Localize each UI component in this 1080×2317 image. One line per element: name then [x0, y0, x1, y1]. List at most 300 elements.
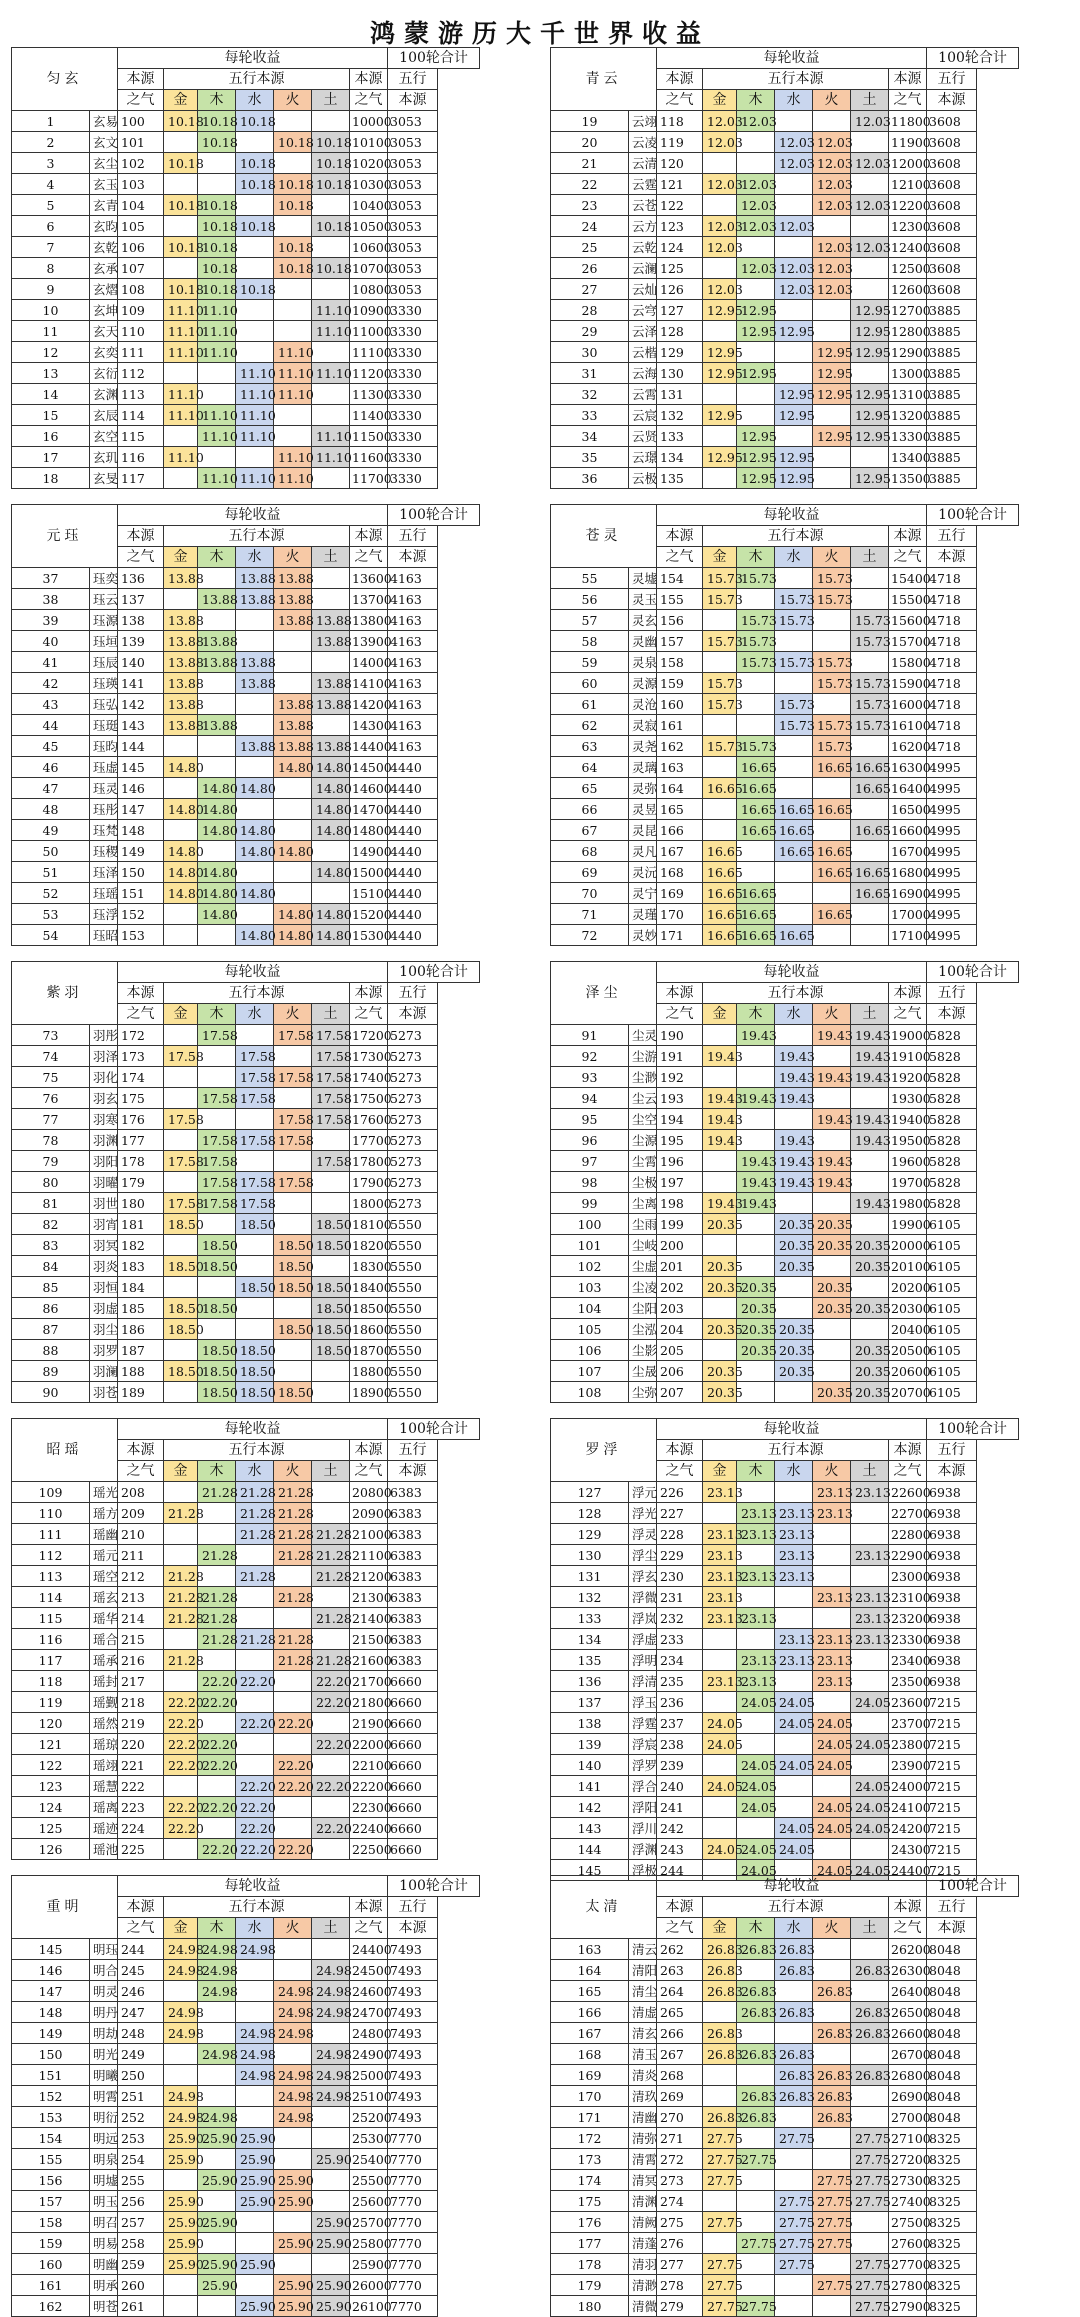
- element-value: [775, 2170, 813, 2191]
- row-total-wx: 7493: [388, 1981, 438, 2002]
- row-total-wx: 3885: [927, 405, 977, 426]
- table-row: [12, 258, 480, 279]
- element-value: 14.80: [198, 778, 236, 799]
- header-qi-2: 之气: [657, 1461, 703, 1482]
- element-value: [813, 883, 851, 904]
- row-total-wx: 7493: [388, 1939, 438, 1960]
- row-base-qi: 178: [118, 1151, 164, 1172]
- table-row: [12, 568, 480, 589]
- row-index: 68: [551, 841, 629, 862]
- row-total-qi: 18100: [350, 1214, 388, 1235]
- element-value: [703, 2002, 737, 2023]
- table-row: [551, 841, 1019, 862]
- row-total-wx: 7215: [927, 1776, 977, 1797]
- header-element: 金: [703, 1918, 737, 1939]
- header-total-qi: 本源: [889, 526, 927, 547]
- row-total-qi: 11900: [889, 132, 927, 153]
- row-base-qi: 169: [657, 883, 703, 904]
- element-value: 16.65: [775, 820, 813, 841]
- element-value: [164, 736, 198, 757]
- element-value: [851, 447, 889, 468]
- row-total-wx: 8048: [927, 2002, 977, 2023]
- element-value: [312, 1713, 350, 1734]
- row-total-qi: 27000: [889, 2107, 927, 2128]
- element-value: [703, 1797, 737, 1818]
- element-value: 12.95: [703, 300, 737, 321]
- row-base-qi: 222: [118, 1776, 164, 1797]
- element-value: [274, 1298, 312, 1319]
- element-value: [775, 2296, 813, 2317]
- element-value: 24.98: [198, 1981, 236, 2002]
- element-value: 18.50: [236, 1382, 274, 1403]
- row-index: 60: [551, 673, 629, 694]
- element-value: [703, 2065, 737, 2086]
- row-total-qi: 16200: [889, 736, 927, 757]
- element-value: 22.20: [198, 1671, 236, 1692]
- element-value: 27.75: [851, 2254, 889, 2275]
- row-total-wx: 6660: [388, 1671, 438, 1692]
- element-value: 12.03: [737, 216, 775, 237]
- header-element: 金: [164, 1461, 198, 1482]
- row-total-wx: 6383: [388, 1482, 438, 1503]
- element-value: 20.35: [775, 1319, 813, 1340]
- element-value: 27.75: [851, 2275, 889, 2296]
- element-value: 27.75: [813, 2233, 851, 2254]
- header-element: 木: [198, 547, 236, 568]
- row-total-wx: 7215: [927, 1713, 977, 1734]
- element-value: [312, 2191, 350, 2212]
- row-base-qi: 193: [657, 1088, 703, 1109]
- element-value: [312, 1382, 350, 1403]
- element-value: 23.13: [703, 1566, 737, 1587]
- element-value: 23.13: [737, 1566, 775, 1587]
- table-row: [12, 1776, 480, 1797]
- element-value: 27.75: [737, 2233, 775, 2254]
- element-value: 13.88: [274, 715, 312, 736]
- element-value: 15.73: [703, 694, 737, 715]
- row-total-qi: 11600: [350, 447, 388, 468]
- element-value: 12.95: [703, 363, 737, 384]
- row-total-wx: 3885: [927, 468, 977, 489]
- element-value: 19.43: [775, 1130, 813, 1151]
- row-total-wx: 7770: [388, 2128, 438, 2149]
- row-base-qi: 248: [118, 2023, 164, 2044]
- table-row: [12, 1818, 480, 1839]
- header-element: 木: [737, 1004, 775, 1025]
- row-base-qi: 260: [118, 2275, 164, 2296]
- element-value: 19.43: [737, 1172, 775, 1193]
- row-index: 174: [551, 2170, 629, 2191]
- row-name: 清微: [629, 2296, 657, 2317]
- element-value: [164, 1776, 198, 1797]
- element-value: 16.65: [775, 841, 813, 862]
- header-total-wx: 五行: [927, 526, 977, 547]
- income-table: [550, 961, 1019, 1403]
- element-value: 25.90: [164, 2212, 198, 2233]
- row-index: 11: [12, 321, 90, 342]
- table-row: [551, 405, 1019, 426]
- element-value: [164, 904, 198, 925]
- row-total-wx: 8048: [927, 2107, 977, 2128]
- element-value: [312, 883, 350, 904]
- row-total-qi: 18400: [350, 1277, 388, 1298]
- row-total-wx: 8048: [927, 2023, 977, 2044]
- element-value: 27.75: [851, 2149, 889, 2170]
- element-value: 26.83: [775, 2086, 813, 2107]
- row-index: 178: [551, 2254, 629, 2275]
- element-value: 25.90: [236, 2254, 274, 2275]
- row-total-wx: 7493: [388, 2086, 438, 2107]
- row-base-qi: 113: [118, 384, 164, 405]
- element-value: 20.35: [703, 1214, 737, 1235]
- element-value: 12.03: [737, 174, 775, 195]
- header-total: 100轮合计: [927, 1419, 1019, 1440]
- row-index: 136: [551, 1671, 629, 1692]
- header-element: 土: [851, 90, 889, 111]
- row-name: 玄旻: [90, 468, 118, 489]
- header-five: 五行本源: [164, 69, 350, 90]
- row-total-wx: 6105: [927, 1361, 977, 1382]
- element-value: 23.13: [851, 1587, 889, 1608]
- header-element: 火: [274, 1461, 312, 1482]
- row-name: 玄昀: [90, 216, 118, 237]
- row-total-qi: 22200: [350, 1776, 388, 1797]
- element-value: 25.90: [274, 2170, 312, 2191]
- row-total-wx: 6938: [927, 1545, 977, 1566]
- row-name: 尘极: [629, 1172, 657, 1193]
- row-total-qi: 10500: [350, 216, 388, 237]
- element-value: [312, 1503, 350, 1524]
- table-row: [12, 300, 480, 321]
- row-base-qi: 200: [657, 1235, 703, 1256]
- row-total-wx: 8325: [927, 2275, 977, 2296]
- row-total-qi: 13200: [889, 405, 927, 426]
- element-value: 27.75: [813, 2191, 851, 2212]
- row-index: 127: [551, 1482, 629, 1503]
- row-total-wx: 6383: [388, 1503, 438, 1524]
- row-base-qi: 179: [118, 1172, 164, 1193]
- element-value: 24.98: [198, 1939, 236, 1960]
- row-index: 164: [551, 1960, 629, 1981]
- row-total-wx: 8325: [927, 2128, 977, 2149]
- row-total-qi: 11800: [889, 111, 927, 132]
- element-value: 11.10: [164, 342, 198, 363]
- row-total-qi: 22300: [350, 1797, 388, 1818]
- row-index: 146: [12, 1960, 90, 1981]
- element-value: 24.98: [198, 2044, 236, 2065]
- header-element: 木: [737, 547, 775, 568]
- element-value: 18.50: [236, 1277, 274, 1298]
- row-index: 82: [12, 1214, 90, 1235]
- element-value: [274, 2254, 312, 2275]
- element-value: [813, 1524, 851, 1545]
- row-index: 111: [12, 1524, 90, 1545]
- element-value: 25.90: [312, 2296, 350, 2317]
- row-base-qi: 174: [118, 1067, 164, 1088]
- row-index: 8: [12, 258, 90, 279]
- row-name: 清幽: [629, 2107, 657, 2128]
- table-row: [12, 1797, 480, 1818]
- header-total-qi-2: 之气: [350, 90, 388, 111]
- row-total-qi: 13800: [350, 610, 388, 631]
- row-total-wx: 3053: [388, 174, 438, 195]
- table-row: [12, 2002, 480, 2023]
- element-value: 10.18: [198, 279, 236, 300]
- row-name: 尘空: [629, 1109, 657, 1130]
- row-name: 瑶翊: [90, 1755, 118, 1776]
- element-value: [813, 631, 851, 652]
- row-index: 99: [551, 1193, 629, 1214]
- row-total-qi: 22800: [889, 1524, 927, 1545]
- row-name: 玄空: [90, 426, 118, 447]
- row-total-wx: 5550: [388, 1256, 438, 1277]
- row-index: 104: [551, 1298, 629, 1319]
- table-row: [12, 1839, 480, 1860]
- element-value: [813, 1046, 851, 1067]
- element-value: [775, 2107, 813, 2128]
- element-value: 24.98: [164, 1960, 198, 1981]
- row-name: 羽曜: [90, 1172, 118, 1193]
- row-base-qi: 128: [657, 321, 703, 342]
- row-base-qi: 244: [657, 1860, 703, 1881]
- row-index: 98: [551, 1172, 629, 1193]
- element-value: 24.05: [851, 1734, 889, 1755]
- element-value: 18.50: [274, 1382, 312, 1403]
- header-qi-2: 之气: [657, 547, 703, 568]
- header-qi: 本源: [118, 1440, 164, 1461]
- row-index: 117: [12, 1650, 90, 1671]
- header-total-wx-2: 本源: [388, 547, 438, 568]
- table-row: [551, 1981, 1019, 2002]
- group-name: 紫羽: [12, 962, 118, 1025]
- row-total-qi: 21400: [350, 1608, 388, 1629]
- row-name: 云楷: [629, 342, 657, 363]
- element-value: 22.20: [312, 1671, 350, 1692]
- row-total-wx: 4163: [388, 694, 438, 715]
- element-value: 15.73: [775, 610, 813, 631]
- element-value: 15.73: [775, 715, 813, 736]
- element-value: 18.50: [312, 1340, 350, 1361]
- header-element: 水: [775, 1004, 813, 1025]
- row-base-qi: 137: [118, 589, 164, 610]
- row-total-qi: 19100: [889, 1046, 927, 1067]
- element-value: [312, 1130, 350, 1151]
- element-value: 16.65: [737, 925, 775, 946]
- element-value: [274, 111, 312, 132]
- element-value: 23.13: [737, 1650, 775, 1671]
- element-value: 20.35: [851, 1256, 889, 1277]
- element-value: 18.50: [274, 1235, 312, 1256]
- row-name: 清玉: [629, 2044, 657, 2065]
- element-value: 17.58: [164, 1193, 198, 1214]
- row-name: 清炎: [629, 2065, 657, 2086]
- header-element: 土: [312, 1918, 350, 1939]
- element-value: [775, 1025, 813, 1046]
- row-name: 玄熠: [90, 279, 118, 300]
- header-income: 每轮收益: [118, 962, 388, 983]
- row-name: 浮霆: [629, 1713, 657, 1734]
- row-name: 珏瑛: [90, 673, 118, 694]
- element-value: 11.10: [198, 300, 236, 321]
- element-value: 14.80: [312, 862, 350, 883]
- header-total-wx-2: 本源: [927, 90, 977, 111]
- row-base-qi: 177: [118, 1130, 164, 1151]
- row-total-qi: 21600: [350, 1650, 388, 1671]
- row-base-qi: 160: [657, 694, 703, 715]
- row-base-qi: 125: [657, 258, 703, 279]
- table-row: [12, 652, 480, 673]
- element-value: 14.80: [312, 757, 350, 778]
- table-row: [12, 1671, 480, 1692]
- row-base-qi: 259: [118, 2254, 164, 2275]
- element-value: 22.20: [236, 1671, 274, 1692]
- element-value: [312, 1482, 350, 1503]
- element-value: 14.80: [312, 904, 350, 925]
- row-total-qi: 15200: [350, 904, 388, 925]
- row-name: 明易: [90, 2233, 118, 2254]
- element-value: 21.28: [236, 1482, 274, 1503]
- row-name: 珏昭: [90, 925, 118, 946]
- header-element: 金: [164, 90, 198, 111]
- element-value: [703, 258, 737, 279]
- element-value: 24.05: [737, 1692, 775, 1713]
- row-index: 9: [12, 279, 90, 300]
- row-total-qi: 27500: [889, 2212, 927, 2233]
- element-value: [703, 1629, 737, 1650]
- element-value: [851, 589, 889, 610]
- row-index: 50: [12, 841, 90, 862]
- element-value: 11.10: [312, 321, 350, 342]
- row-total-wx: 3053: [388, 216, 438, 237]
- element-value: 12.95: [851, 426, 889, 447]
- row-total-wx: 6105: [927, 1235, 977, 1256]
- row-total-wx: 7770: [388, 2149, 438, 2170]
- row-index: 102: [551, 1256, 629, 1277]
- row-index: 106: [551, 1340, 629, 1361]
- table-row: [551, 1671, 1019, 1692]
- row-index: 130: [551, 1545, 629, 1566]
- row-base-qi: 149: [118, 841, 164, 862]
- row-name: 珏虚: [90, 757, 118, 778]
- row-name: 羽苍: [90, 1382, 118, 1403]
- element-value: [312, 1256, 350, 1277]
- element-value: [274, 799, 312, 820]
- row-base-qi: 258: [118, 2233, 164, 2254]
- table-row: [551, 1503, 1019, 1524]
- element-value: [851, 1319, 889, 1340]
- row-index: 85: [12, 1277, 90, 1298]
- element-value: 22.20: [312, 1818, 350, 1839]
- element-value: 27.75: [703, 2254, 737, 2275]
- header-element: 金: [703, 547, 737, 568]
- element-value: 23.13: [737, 1503, 775, 1524]
- row-total-qi: 13500: [889, 468, 927, 489]
- element-value: [703, 799, 737, 820]
- row-base-qi: 215: [118, 1629, 164, 1650]
- element-value: 19.43: [737, 1088, 775, 1109]
- row-name: 浮虚: [629, 1629, 657, 1650]
- element-value: [164, 1671, 198, 1692]
- row-total-qi: 22400: [350, 1818, 388, 1839]
- row-index: 44: [12, 715, 90, 736]
- element-value: 24.98: [164, 2086, 198, 2107]
- element-value: 20.35: [813, 1235, 851, 1256]
- element-value: 12.95: [775, 468, 813, 489]
- row-base-qi: 176: [118, 1109, 164, 1130]
- element-value: 19.43: [775, 1088, 813, 1109]
- header-element: 土: [851, 1004, 889, 1025]
- table-row: [12, 1608, 480, 1629]
- element-value: 21.28: [312, 1650, 350, 1671]
- element-value: 17.58: [312, 1151, 350, 1172]
- element-value: 25.90: [236, 2296, 274, 2317]
- row-total-qi: 11000: [350, 321, 388, 342]
- row-total-qi: 15800: [889, 652, 927, 673]
- row-name: 瑶慧: [90, 1776, 118, 1797]
- element-value: 19.43: [703, 1109, 737, 1130]
- element-value: [164, 2044, 198, 2065]
- header-qi-2: 之气: [118, 1004, 164, 1025]
- row-total-qi: 19600: [889, 1151, 927, 1172]
- row-name: 尘云: [629, 1088, 657, 1109]
- element-value: 12.95: [737, 363, 775, 384]
- row-index: 14: [12, 384, 90, 405]
- table-row: [551, 652, 1019, 673]
- element-value: [775, 1193, 813, 1214]
- element-value: 25.90: [274, 2233, 312, 2254]
- header-total-wx-2: 本源: [388, 90, 438, 111]
- row-total-qi: 23200: [889, 1608, 927, 1629]
- header-element: 火: [813, 1461, 851, 1482]
- group-name: 苍灵: [551, 505, 657, 568]
- row-total-qi: 16400: [889, 778, 927, 799]
- row-total-qi: 20400: [889, 1319, 927, 1340]
- element-value: [813, 1340, 851, 1361]
- row-total-qi: 16800: [889, 862, 927, 883]
- header-income: 每轮收益: [118, 1419, 388, 1440]
- header-total-qi-2: 之气: [350, 1918, 388, 1939]
- income-table: [11, 1875, 480, 2317]
- row-index: 157: [12, 2191, 90, 2212]
- header-five: 五行本源: [164, 526, 350, 547]
- element-value: 16.65: [703, 862, 737, 883]
- row-base-qi: 206: [657, 1361, 703, 1382]
- element-value: 26.83: [851, 2065, 889, 2086]
- row-total-qi: 24000: [889, 1776, 927, 1797]
- element-value: [703, 1025, 737, 1046]
- element-value: 20.35: [851, 1235, 889, 1256]
- row-total-wx: 7493: [388, 2107, 438, 2128]
- row-total-wx: 7770: [388, 2233, 438, 2254]
- header-total-qi-2: 之气: [889, 1004, 927, 1025]
- row-name: 灵弥: [629, 778, 657, 799]
- header-element: 水: [236, 1004, 274, 1025]
- table-row: [12, 405, 480, 426]
- row-index: 153: [12, 2107, 90, 2128]
- element-value: 19.43: [775, 1046, 813, 1067]
- row-total-qi: 10700: [350, 258, 388, 279]
- element-value: 15.73: [813, 673, 851, 694]
- row-total-qi: 22900: [889, 1545, 927, 1566]
- row-index: 105: [551, 1319, 629, 1340]
- table-row: [12, 1130, 480, 1151]
- element-value: 17.58: [198, 1088, 236, 1109]
- row-name: 玄天: [90, 321, 118, 342]
- group-name: 青云: [551, 48, 657, 111]
- element-value: 12.03: [813, 258, 851, 279]
- element-value: 25.90: [198, 2212, 236, 2233]
- row-total-wx: 6383: [388, 1524, 438, 1545]
